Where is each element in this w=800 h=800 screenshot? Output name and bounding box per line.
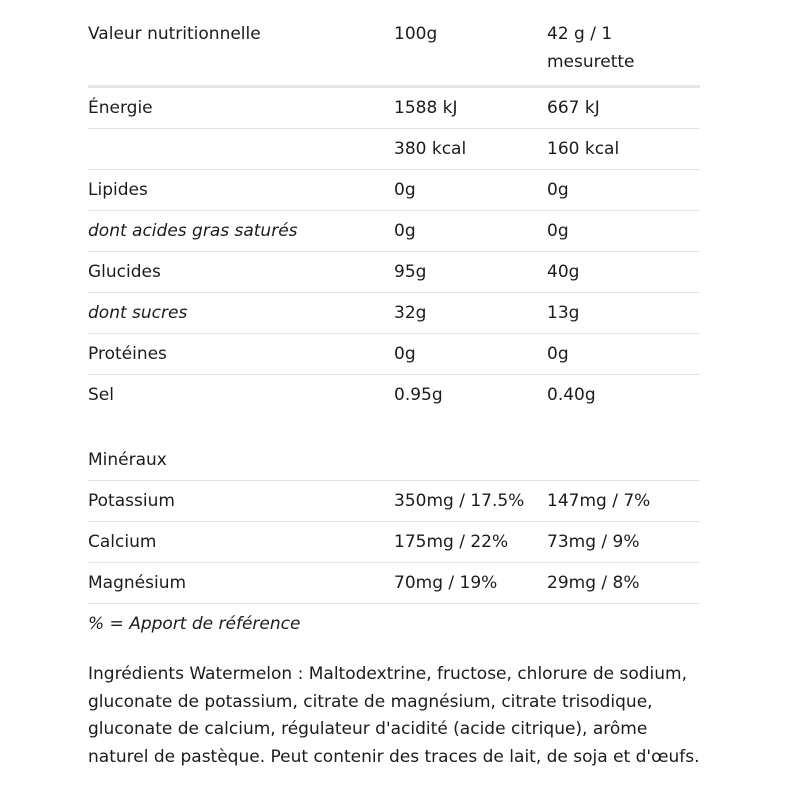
value-per-100g: 380 kcal (394, 129, 547, 170)
mineral-name: Calcium (88, 522, 394, 563)
table-row (88, 334, 700, 375)
value-per-100g: 0g (394, 334, 547, 375)
header-per-serving-line2: mesurette (547, 52, 635, 72)
nutrient-name: Protéines (88, 334, 394, 375)
value-per-100g: 350mg / 17.5% (394, 481, 547, 522)
nutrient-name: Sel (88, 385, 114, 405)
ingredients-text: : Maltodextrine, fructose, chlorure de sodium, gluconate de potassium, citrate de magnésium, citrate trisodique, gluconate de calcium, régulateur d'acidité (acide citrique), arôme naturel de pastèque. Peut contenir des traces de lait, de soja et d'œufs. (88, 664, 700, 767)
value-per-serving: 0g (547, 170, 700, 211)
value-per-serving: 29mg / 8% (547, 563, 700, 604)
nutrient-name: dont acides gras saturés (88, 211, 394, 252)
nutrient-name: Glucides (88, 252, 394, 293)
header-per-100g: 100g (394, 24, 438, 44)
section-spacer (88, 415, 700, 440)
value-per-100g: 32g (394, 293, 547, 334)
table-row (88, 252, 700, 293)
header-per-serving-line1: 42 g / 1 (547, 24, 613, 44)
value-per-100g: 70mg / 19% (394, 563, 547, 604)
ingredients-paragraph (88, 661, 700, 771)
ingredients-label: Ingrédients Watermelon (88, 664, 293, 684)
value-per-100g: 1588 kJ (394, 87, 547, 129)
mineral-name: Potassium (88, 481, 394, 522)
reference-note: % = Apport de référence (88, 614, 301, 634)
table-header-row (88, 0, 700, 87)
table-row (88, 211, 700, 252)
value-per-serving: 40g (547, 252, 700, 293)
table-row (88, 481, 700, 522)
nutrition-table (88, 0, 700, 604)
value-per-100g: 0.95g (394, 385, 443, 405)
header-nutrient: Valeur nutritionnelle (88, 24, 261, 44)
minerals-header-row (88, 440, 700, 481)
value-per-serving: 667 kJ (547, 87, 700, 129)
value-per-100g: 0g (394, 170, 547, 211)
nutrient-name: Lipides (88, 170, 394, 211)
value-per-100g: 0g (394, 211, 547, 252)
nutrient-name (88, 129, 394, 170)
value-per-serving: 13g (547, 293, 700, 334)
value-per-serving: 0g (547, 211, 700, 252)
value-per-100g: 175mg / 22% (394, 522, 547, 563)
value-per-serving: 0.40g (547, 385, 596, 405)
table-row (88, 87, 700, 129)
value-per-serving: 0g (547, 334, 700, 375)
value-per-100g: 95g (394, 252, 547, 293)
table-row (88, 170, 700, 211)
value-per-serving: 160 kcal (547, 129, 700, 170)
nutrition-panel (88, 0, 700, 771)
table-row (88, 293, 700, 334)
nutrient-name: dont sucres (88, 293, 394, 334)
table-row (88, 129, 700, 170)
mineral-name: Magnésium (88, 563, 394, 604)
table-row (88, 522, 700, 563)
nutrient-name: Énergie (88, 87, 394, 129)
value-per-serving: 147mg / 7% (547, 481, 700, 522)
table-row (88, 375, 700, 416)
minerals-title: Minéraux (88, 440, 700, 481)
header-per-serving (547, 0, 700, 87)
value-per-serving: 73mg / 9% (547, 522, 700, 563)
table-row (88, 563, 700, 604)
